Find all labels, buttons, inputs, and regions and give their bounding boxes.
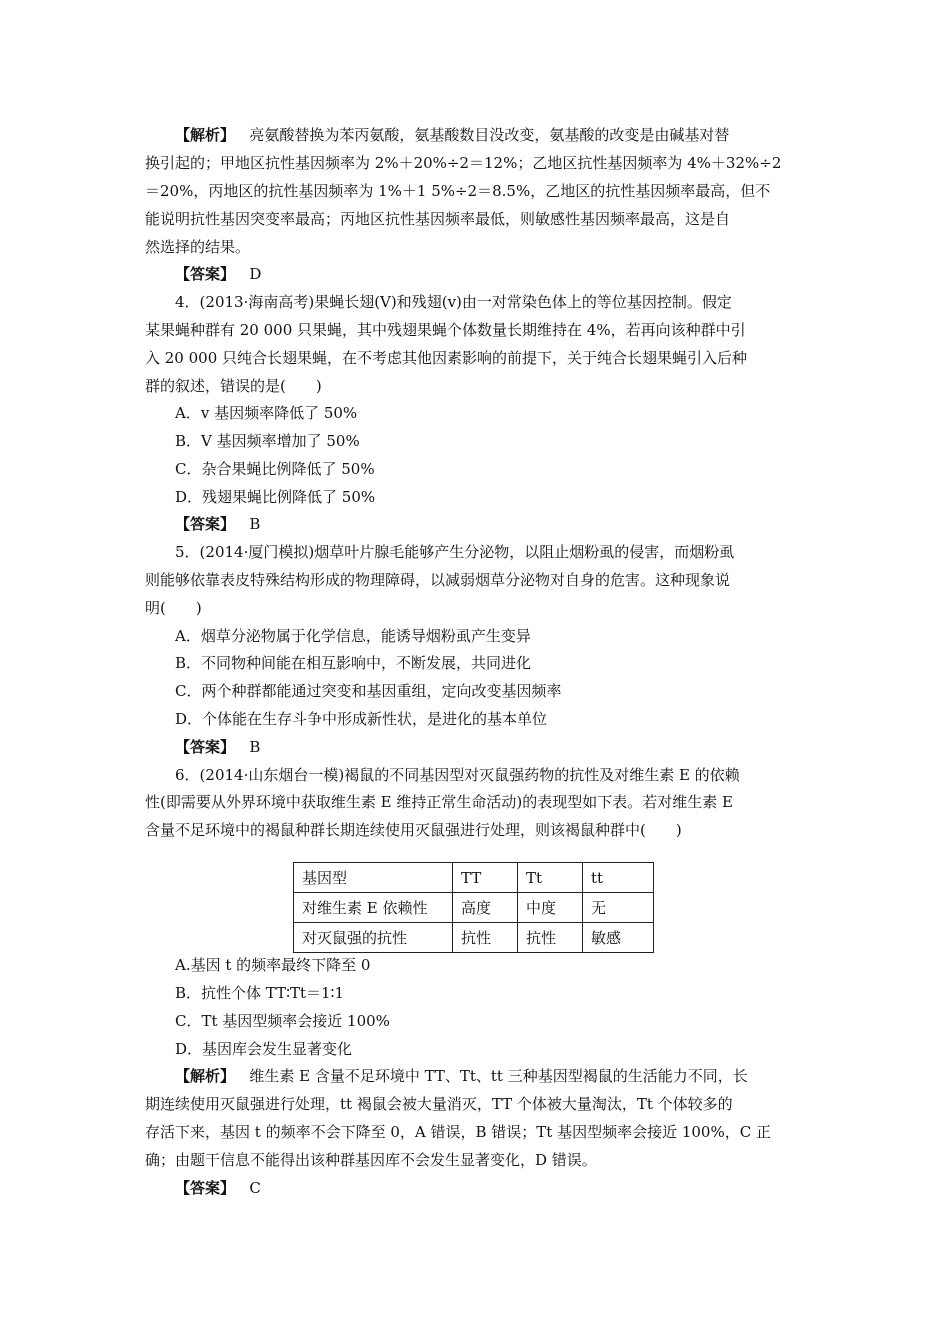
table-cell: 对维生素 E 依赖性 [294,893,453,923]
q4-stem-line-4: 群的叙述，错误的是( ) [145,377,322,395]
table-cell: 抗性 [453,923,518,953]
q4-answer-line [175,514,840,534]
table-cell: tt [583,863,654,893]
q6-stem-line-1: 6．(2014·山东烟台一模)褐鼠的不同基因型对灭鼠强药物的抗性及对维生素 E 的依赖 [175,766,740,784]
answer-value: B [249,515,261,533]
q4-option-a: A．v 基因频率降低了 50% [175,404,358,422]
analysis-tag: 【解析】 [175,1067,236,1085]
answer-tag: 【答案】 [175,738,236,756]
q5-option-d: D．个体能在生存斗争中形成新性状，是进化的基本单位 [175,710,548,728]
genotype-table [293,862,654,953]
table-cell: 敏感 [583,923,654,953]
q4-stem-line-1: 4．(2013·海南高考)果蝇长翅(V)和残翅(v)由一对常染色体上的等位基因控制。假定 [175,293,732,311]
analysis-text: 亮氨酸替换为苯丙氨酸，氨基酸数目没改变，氨基酸的改变是由碱基对替 [249,126,730,144]
analysis-line-4: 能说明抗性基因突变率最高；丙地区抗性基因频率最低，则敏感性基因频率最高，这是自 [145,210,731,228]
q4-option-b: B．V 基因频率增加了 50% [175,432,360,450]
table-cell: 基因型 [294,863,453,893]
analysis-line-2: 换引起的；甲地区抗性基因频率为 2%＋20%÷2＝12%；乙地区抗性基因频率为 4%＋32%÷2 [145,154,782,172]
q6-stem-line-2: 性(即需要从外界环境中获取维生素 E 维持正常生命活动)的表现型如下表。若对维生素 E [145,793,733,811]
q6-analysis-line-2: 期连续使用灭鼠强进行处理，tt 褐鼠会被大量消灭，TT 个体被大量淘汰，Tt 个体较多的 [145,1095,733,1113]
table-row [294,893,654,923]
answer-value: D [249,265,262,283]
q6-answer-line [175,1178,840,1198]
q6-option-b: B．抗性个体 TT∶Tt＝1∶1 [175,984,345,1002]
q5-option-a: A．烟草分泌物属于化学信息，能诱导烟粉虱产生变异 [175,627,531,645]
q6-stem-line-3: 含量不足环境中的褐鼠种群长期连续使用灭鼠强进行处理，则该褐鼠种群中( ) [145,821,682,839]
analysis-line-3: ＝20%，丙地区的抗性基因频率为 1%＋1 5%÷2＝8.5%，乙地区的抗性基因频率最高，但不 [145,182,771,200]
table-cell: 对灭鼠强的抗性 [294,923,453,953]
answer-value: B [249,738,261,756]
q6-option-a: A.基因 t 的频率最终下降至 0 [175,956,371,974]
q6-analysis-line-1 [175,1066,810,1086]
answer-tag: 【答案】 [175,265,236,283]
q5-option-c: C．两个种群都能通过突变和基因重组，定向改变基因频率 [175,682,562,700]
q4-option-d: D．残翅果蝇比例降低了 50% [175,488,376,506]
table-cell: Tt [518,863,583,893]
q6-option-d: D．基因库会发生显著变化 [175,1040,353,1058]
answer-line [175,264,840,284]
analysis-line-1 [175,125,810,145]
q6-option-c: C．Tt 基因型频率会接近 100% [175,1012,390,1030]
q6-analysis-line-4: 确；由题干信息不能得出该种群基因库不会发生显著变化，D 错误。 [145,1151,597,1169]
table-cell: 高度 [453,893,518,923]
table-cell: 中度 [518,893,583,923]
q4-stem-line-2: 某果蝇种群有 20 000 只果蝇，其中残翅果蝇个体数量长期维持在 4%，若再向该种群中引 [145,321,746,339]
analysis-line-5: 然选择的结果。 [145,238,251,256]
table-row [294,923,654,953]
q5-stem-line-1: 5．(2014·厦门模拟)烟草叶片腺毛能够产生分泌物，以阻止烟粉虱的侵害，而烟粉虱 [175,543,735,561]
q5-answer-line [175,737,840,757]
q5-stem-line-3: 明( ) [145,599,202,617]
table-cell: 无 [583,893,654,923]
table-cell: TT [453,863,518,893]
table-cell: 抗性 [518,923,583,953]
q5-stem-line-2: 则能够依靠表皮特殊结构形成的物理障碍，以减弱烟草分泌物对自身的危害。这种现象说 [145,571,731,589]
q4-stem-line-3: 入 20 000 只纯合长翅果蝇，在不考虑其他因素影响的前提下，关于纯合长翅果蝇引入后种 [145,349,748,367]
q5-option-b: B．不同物种间能在相互影响中，不断发展，共同进化 [175,654,532,672]
answer-tag: 【答案】 [175,1179,236,1197]
answer-value: C [249,1179,261,1197]
analysis-text: 维生素 E 含量不足环境中 TT、Tt、tt 三种基因型褐鼠的生活能力不同，长 [249,1067,748,1085]
analysis-tag: 【解析】 [175,126,236,144]
answer-tag: 【答案】 [175,515,236,533]
table-row [294,863,654,893]
q4-option-c: C．杂合果蝇比例降低了 50% [175,460,375,478]
q6-analysis-line-3: 存活下来，基因 t 的频率不会下降至 0，A 错误，B 错误；Tt 基因型频率会接近 100%，C 正 [145,1123,771,1141]
